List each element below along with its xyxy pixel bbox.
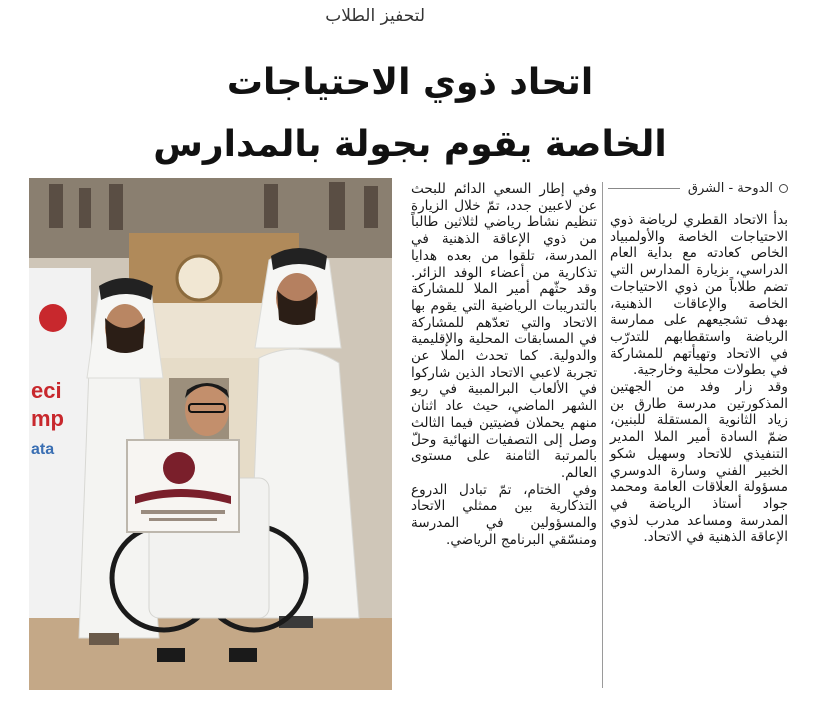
dateline-bullet-icon <box>779 184 788 193</box>
dateline-text: الدوحة - الشرق <box>687 180 773 196</box>
headline-line-2: الخاصة يقوم بجولة بالمدارس <box>153 124 667 165</box>
article-photo <box>29 178 392 690</box>
photo-illustration <box>29 178 392 690</box>
banner-text-1: eci <box>31 378 62 403</box>
article-column-right <box>610 212 788 546</box>
dateline-rule <box>608 188 680 189</box>
section-kicker: لتحفيز الطلاب <box>325 6 425 26</box>
column-divider <box>602 182 603 688</box>
paragraph: بدأ الاتحاد القطري لرياضة ذوي الاحتياجات الخاصة والأولمبياد الخاص كعادته مع بداية العام الدراسي، بزيارة المدارس التي تضم طلاباً من ذوي الاحتياجات الخاصة والإعاقات الذهنية، بهدف تشجيعهم على ممارسة الرياضة واستقطابهم للتدرّب في الاتحاد وتهيأتهم للمشاركة في بطولات محلية وخارجية. <box>610 212 788 379</box>
article-column-middle <box>411 181 597 548</box>
paragraph: وفي إطار السعي الدائم للبحث عن لاعبين جدد، تمّ خلال الزيارة تنظيم نشاط رياضي لثلاثين طالباً من ذوي الإعاقة الذهنية في المدرسة، تلقوا من بعده هدايا تذكارية من أعضاء الوفد الزائر. وقد حثّهم أمير الملا للمشاركة بالتدريبات الرياضية التي يقوم بها الاتحاد والتي تعدّهم للمشاركة في المسابقات المحلية والإقليمية والدولية. كما تحدث الملا عن تجربة لاعبي الاتحاد الذين شاركوا في الألعاب البرالمبية في ريو الشهر الماضي، حيث عاد اثنان منهم يحملان فضيتين فيما الثالث وصل إلى التصفيات النهائية وحلّ بالمرتبة الثامنة على مستوى العالم. <box>411 181 597 481</box>
article-headline <box>150 52 670 176</box>
banner-text-3: ata <box>31 441 55 458</box>
paragraph: وفي الختام، تمّ تبادل الدروع التذكارية بين ممثلي الاتحاد والمسؤولين في المدرسة ومنسّقي البرنامج الرياضي. <box>411 481 597 548</box>
banner-text-2: mp <box>31 406 64 431</box>
paragraph: وقد زار وفد من الجهتين المذكورتين مدرسة طارق بن زياد الثانوية المستقلة للبنين، ضمّ السادة أمير الملا المدير التنفيذي للاتحاد وسهيل شكو الخبير الفني وسارة الدوسري مسؤولة العلاقات العامة ومحمد جواد أستاذ الرياضة في المدرسة ومساعد مدرب لذوي الإعاقة الذهنية في الاتحاد. <box>610 379 788 546</box>
dateline <box>608 178 788 198</box>
headline-line-1: اتحاد ذوي الاحتياجات <box>226 62 594 103</box>
